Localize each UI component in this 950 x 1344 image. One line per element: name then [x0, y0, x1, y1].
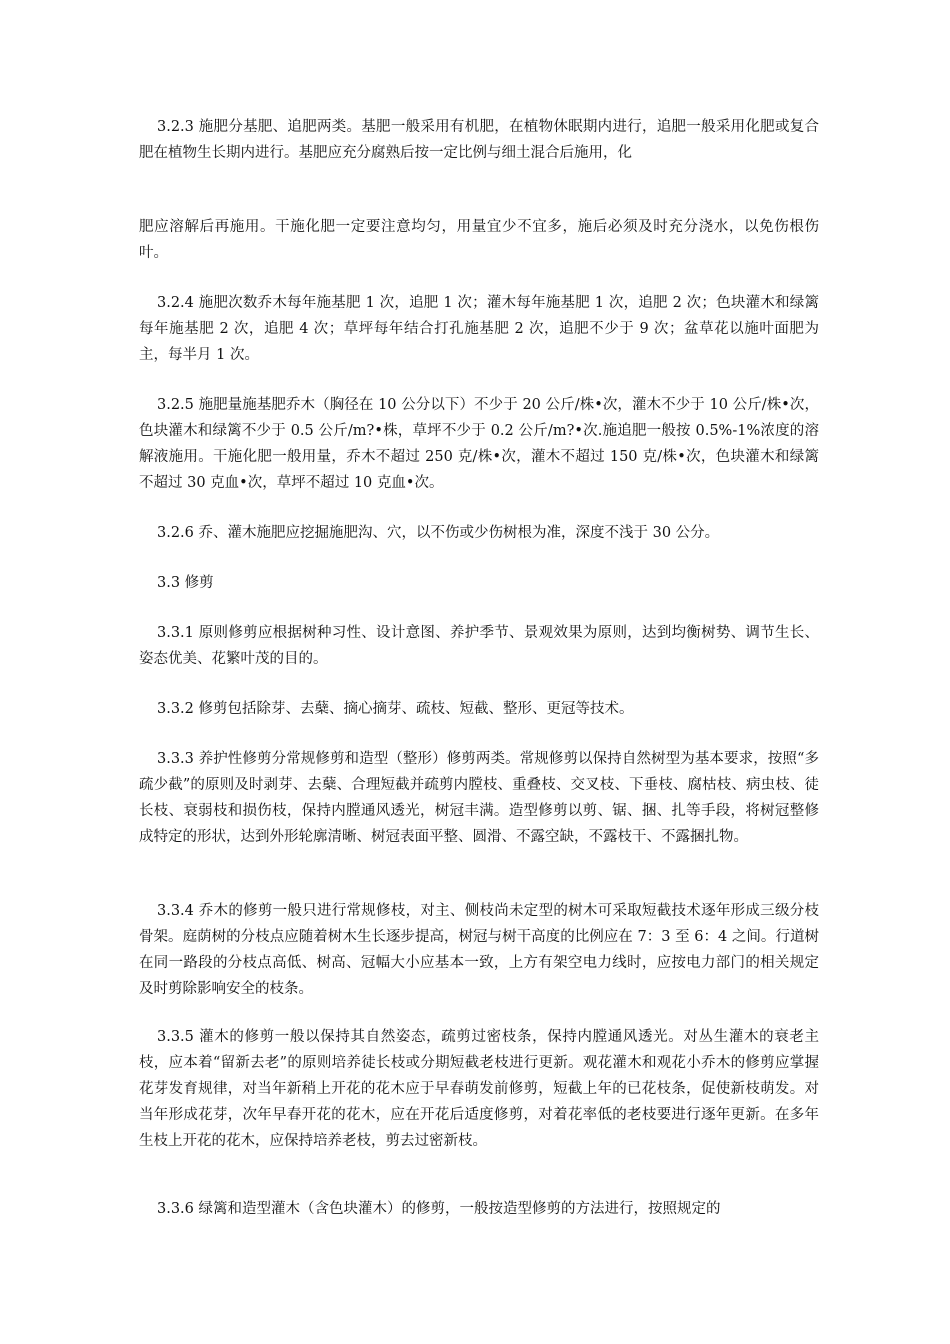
- paragraph-3-2-6: 3.2.6 乔、灌木施肥应挖掘施肥沟、穴，以不伤或少伤树根为准，深度不浅于 30 公分。: [157, 525, 720, 541]
- paragraph-3-3-4: 3.3.4 乔木的修剪一般只进行常规修枝，对主、侧枝尚未定型的树木可采取短截技术逐年形成三级分枝骨架。庭荫树的分枝点应随着树木生长逐步提高，树冠与树干高度的比例应在 7：3 至 6：4 之间。行道树在同一路段的分枝点高低、树高、冠幅大小应基本一致，上方有架空电力线时，应按电力部门的相关规定及时剪除影响安全的枝条。: [139, 903, 819, 997]
- paragraph-3-3-2: 3.3.2 修剪包括除芽、去蘖、摘心摘芽、疏枝、短截、整形、更冠等技术。: [157, 701, 634, 717]
- paragraph-3-3-1: 3.3.1 原则修剪应根据树种习性、设计意图、养护季节、景观效果为原则，达到均衡树势、调节生长、姿态优美、花繁叶茂的目的。: [139, 625, 819, 667]
- paragraph-3-2-5: 3.2.5 施肥量施基肥乔木（胸径在 10 公分以下）不少于 20 公斤/株•次，灌木不少于 10 公斤/株•次，色块灌木和绿篱不少于 0.5 公斤/m?•株，草坪不少于 0.2 公斤/m?•次.施追肥一般按 0.5%-1%浓度的溶解液施用。干施化肥一般用量，乔木不超过 250 克/株•次，灌木不超过 150 克/株•次，色块灌木和绿篱不超过 30 克血•次，草坪不超过 10 克血•次。: [139, 397, 819, 491]
- section-heading-3-3: 3.3 修剪: [157, 575, 214, 591]
- paragraph-3-2-4: 3.2.4 施肥次数乔木每年施基肥 1 次，追肥 1 次；灌木每年施基肥 1 次，追肥 2 次；色块灌木和绿篱每年施基肥 2 次，追肥 4 次；草坪每年结合打孔施基肥 2 次，追肥不少于 9 次；盆草花以施叶面肥为主，每半月 1 次。: [139, 295, 819, 363]
- paragraph-3-3-3: 3.3.3 养护性修剪分常规修剪和造型（整形）修剪两类。常规修剪以保持自然树型为基本要求，按照“多疏少截”的原则及时剥芽、去蘖、合理短截并疏剪内膛枝、重叠枝、交叉枝、下垂枝、腐枯枝、病虫枝、徒长枝、衰弱枝和损伤枝，保持内膛通风透光，树冠丰满。造型修剪以剪、锯、捆、扎等手段，将树冠整修成特定的形状，达到外形轮廓清晰、树冠表面平整、圆滑、不露空缺，不露枝干、不露捆扎物。: [139, 751, 819, 845]
- paragraph-3-2-3-continued: 肥应溶解后再施用。干施化肥一定要注意均匀，用量宜少不宜多，施后必须及时充分浇水，以免伤根伤叶。: [139, 219, 819, 261]
- paragraph-3-3-5: 3.3.5 灌木的修剪一般以保持其自然姿态，疏剪过密枝条，保持内膛通风透光。对丛生灌木的衰老主枝，应本着“留新去老”的原则培养徒长枝或分期短截老枝进行更新。观花灌木和观花小乔木的修剪应掌握花芽发育规律，对当年新稍上开花的花木应于早春萌发前修剪，短截上年的已花枝条，促使新枝萌发。对当年形成花芽，次年早春开花的花木，应在开花后适度修剪，对着花率低的老枝要进行逐年更新。在多年生枝上开花的花木，应保持培养老枝，剪去过密新枝。: [139, 1029, 819, 1149]
- paragraph-3-3-6: 3.3.6 绿篱和造型灌木（含色块灌木）的修剪，一般按造型修剪的方法进行，按照规定的: [157, 1201, 721, 1217]
- paragraph-3-2-3: 3.2.3 施肥分基肥、追肥两类。基肥一般采用有机肥，在植物休眠期内进行，追肥一般采用化肥或复合肥在植物生长期内进行。基肥应充分腐熟后按一定比例与细土混合后施用，化: [139, 119, 819, 161]
